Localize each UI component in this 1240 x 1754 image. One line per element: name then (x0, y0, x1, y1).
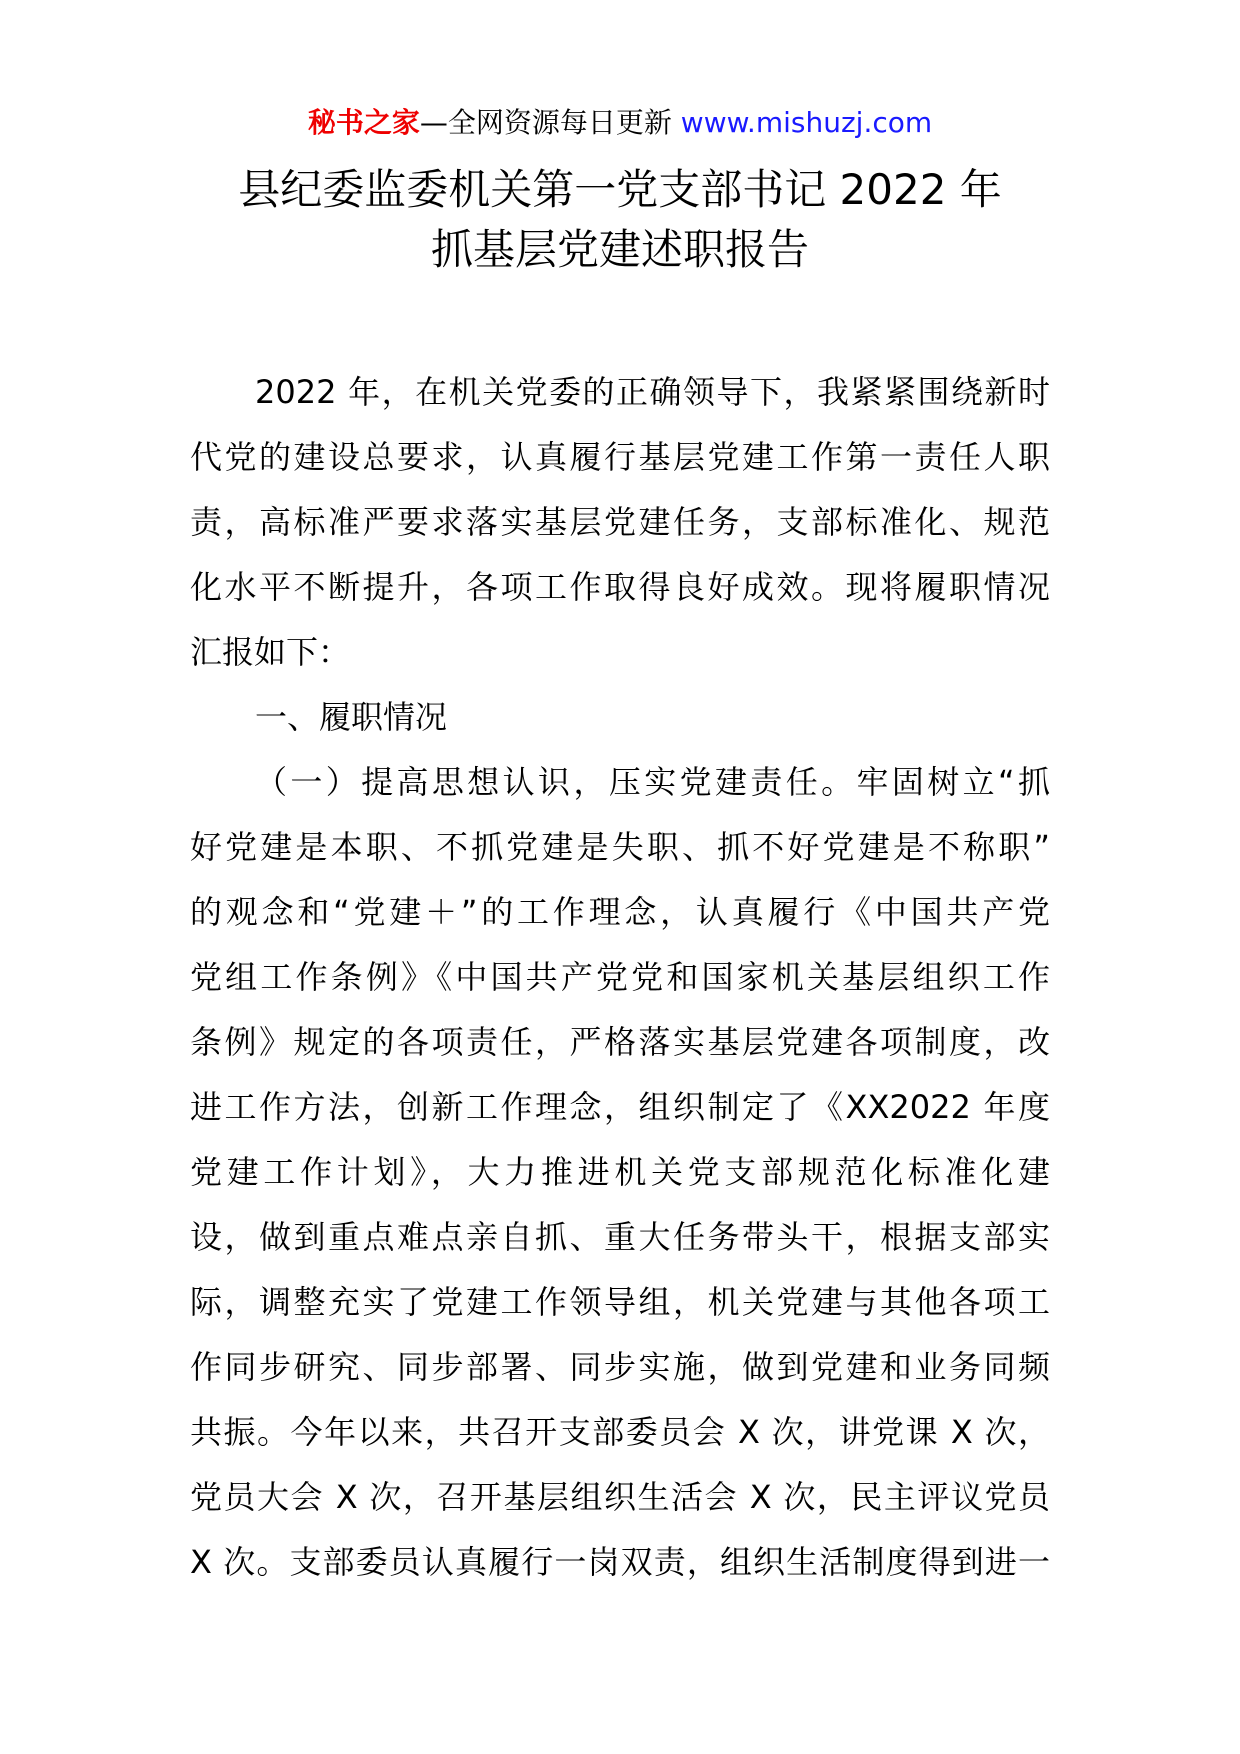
section-heading: 一、履职情况 (255, 698, 448, 736)
website-link[interactable]: www.mishuzj.com (680, 106, 933, 139)
paragraph-line: 共振。今年以来，共召开支部委员会 X 次，讲党课 X 次， (190, 1413, 1050, 1451)
paragraph-line: 代党的建设总要求，认真履行基层党建工作第一责任人职 (190, 438, 1050, 476)
paragraph-line: 责，高标准严要求落实基层党建任务，支部标准化、规范 (190, 503, 1050, 541)
paragraph-line: 党建工作计划》，大力推进机关党支部规范化标准化建 (190, 1153, 1050, 1191)
paragraph-line: 化水平不断提升，各项工作取得良好成效。现将履职情况 (190, 568, 1050, 606)
paragraph-line: 党员大会 X 次，召开基层组织生活会 X 次，民主评议党员 (190, 1478, 1050, 1516)
paragraph-line: 设，做到重点难点亲自抓、重大任务带头干，根据支部实 (190, 1218, 1050, 1256)
paragraph-line: X 次。支部委员认真履行一岗双责，组织生活制度得到进一 (190, 1543, 1050, 1581)
document-body (190, 360, 1050, 1595)
paragraph-line: 条例》规定的各项责任，严格落实基层党建各项制度，改 (190, 1023, 1050, 1061)
title-line: 抓基层党建述职报告 (430, 225, 809, 274)
header-slogan: —全网资源每日更新 (419, 106, 672, 139)
paragraph-line: 2022 年，在机关党委的正确领导下，我紧紧围绕新时 (255, 373, 1050, 411)
paragraph-line: 进工作方法，创新工作理念，组织制定了《XX2022 年度 (190, 1088, 1050, 1126)
paragraph-line: 际，调整充实了党建工作领导组，机关党建与其他各项工 (190, 1283, 1050, 1321)
paragraph-line: 的观念和“党建＋”的工作理念，认真履行《中国共产党 (190, 893, 1050, 931)
paragraph-line: 汇报如下： (190, 633, 351, 671)
document-title (0, 160, 1240, 280)
title-line: 县纪委监委机关第一党支部书记 2022 年 (238, 165, 1002, 214)
paragraph-line: 作同步研究、同步部署、同步实施，做到党建和业务同频 (190, 1348, 1050, 1386)
site-header (0, 103, 1240, 143)
paragraph-line: 好党建是本职、不抓党建是失职、抓不好党建是不称职” (190, 828, 1050, 866)
brand-name: 秘书之家 (307, 106, 420, 139)
paragraph-line: 党组工作条例》《中国共产党党和国家机关基层组织工作 (190, 958, 1050, 996)
paragraph-line: （一）提高思想认识，压实党建责任。牢固树立“抓 (255, 763, 1050, 801)
